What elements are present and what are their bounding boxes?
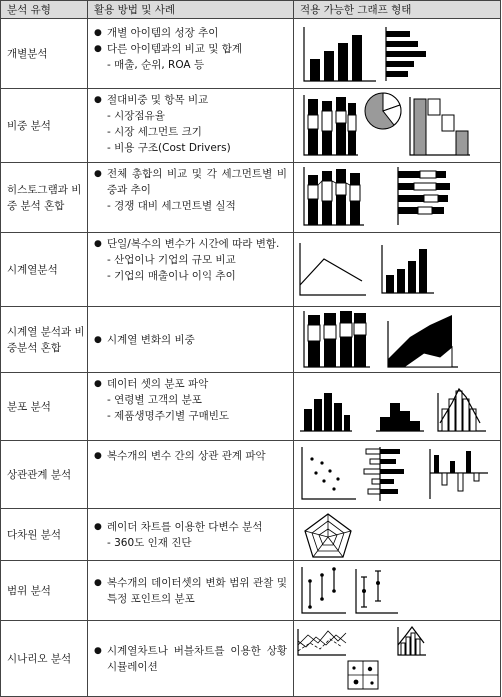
list-item: ● 시계열차트나 버블차트를 이용한 상황 시뮬레이션	[92, 643, 287, 675]
line-and-column-icon	[294, 233, 501, 307]
list-item: - 제품생명주기별 구매빈도	[107, 410, 230, 422]
table-row	[1, 89, 501, 163]
list-item: ● 데이터 셋의 분포 파악	[92, 376, 287, 392]
row-method	[88, 373, 294, 441]
row-type: 비중 분석	[1, 89, 88, 163]
list-item: ● 시계열 변화의 비중	[92, 332, 287, 348]
table-row	[1, 509, 501, 561]
list-item: - 매출, 순위, ROA 등	[107, 59, 205, 71]
list-item: ● 복수개의 데이터셋의 변화 범위 관찰 및 특정 포인트의 분포	[92, 575, 287, 607]
list-item: - 경쟁 대비 세그먼트별 실적	[107, 200, 236, 212]
table-row	[1, 307, 501, 373]
scenario-chart-icon	[294, 621, 501, 697]
list-item: - 산업이나 기업의 규모 비교	[107, 254, 236, 266]
row-type: 개별분석	[1, 19, 88, 89]
table-row	[1, 441, 501, 509]
row-method	[88, 561, 294, 621]
row-method	[88, 89, 294, 163]
row-type: 분포 분석	[1, 373, 88, 441]
row-method	[88, 621, 294, 697]
table-row	[1, 233, 501, 307]
distribution-histogram-icon	[294, 373, 501, 441]
table-row	[1, 621, 501, 697]
row-method	[88, 441, 294, 509]
row-type: 상관관계 분석	[1, 441, 88, 509]
graph-cell	[294, 373, 501, 441]
list-item: ● 단일/복수의 변수가 시간에 따라 변함.	[92, 236, 287, 252]
radar-chart-icon	[294, 509, 501, 561]
table-row	[1, 19, 501, 89]
row-type: 다차원 분석	[1, 509, 88, 561]
row-method	[88, 233, 294, 307]
list-item: ● 레이더 차트를 이용한 다변수 분석	[92, 519, 287, 535]
table-row	[1, 561, 501, 621]
list-item: - 기업의 매출이나 이익 추이	[107, 270, 236, 282]
row-method	[88, 307, 294, 373]
header-row	[1, 1, 501, 19]
row-type: 시계열분석	[1, 233, 88, 307]
table-row	[1, 163, 501, 233]
row-type: 시계열 분석과 비중분석 혼합	[1, 307, 88, 373]
row-method	[88, 19, 294, 89]
stacked-bar-pie-waterfall-icon	[294, 89, 501, 163]
list-item: - 연령별 고객의 분포	[107, 394, 202, 406]
list-item: ● 다른 아이템과의 비교 및 합계	[92, 41, 287, 57]
graph-cell	[294, 509, 501, 561]
row-method	[88, 509, 294, 561]
header-method: 활용 방법 및 사례	[88, 1, 294, 19]
stacked-histogram-icon	[294, 163, 501, 233]
header-graph: 적용 가능한 그래프 형태	[294, 1, 501, 19]
list-item: ● 복수개의 변수 간의 상관 관계 파악	[92, 448, 287, 464]
scatter-and-deviation-icon	[294, 441, 501, 509]
graph-cell	[294, 621, 501, 697]
row-type: 시나리오 분석	[1, 621, 88, 697]
graph-cell	[294, 19, 501, 89]
row-type: 히스토그램과 비중 분석 혼합	[1, 163, 88, 233]
bar-chart-icon	[294, 19, 501, 89]
table-row	[1, 373, 501, 441]
graph-cell	[294, 307, 501, 373]
list-item: ● 절대비중 및 항목 비교	[92, 92, 287, 108]
graph-cell	[294, 441, 501, 509]
list-item: ● 전체 총합의 비교 및 각 세그먼트별 비중과 추이	[92, 166, 287, 198]
list-item: - 360도 인재 진단	[107, 536, 192, 549]
header-type: 분석 유형	[1, 1, 88, 19]
list-item: - 비용 구조(Cost Drivers)	[107, 142, 231, 154]
graph-cell	[294, 233, 501, 307]
stacked-column-area-icon	[294, 307, 501, 373]
graph-cell	[294, 561, 501, 621]
list-item: - 시장점유율	[107, 110, 165, 122]
row-method	[88, 163, 294, 233]
list-item: - 시장 세그먼트 크기	[107, 126, 202, 138]
graph-cell	[294, 163, 501, 233]
list-item: ● 개별 아이템의 성장 추이	[92, 25, 287, 41]
graph-cell	[294, 89, 501, 163]
range-chart-icon	[294, 561, 501, 621]
row-type: 범위 분석	[1, 561, 88, 621]
